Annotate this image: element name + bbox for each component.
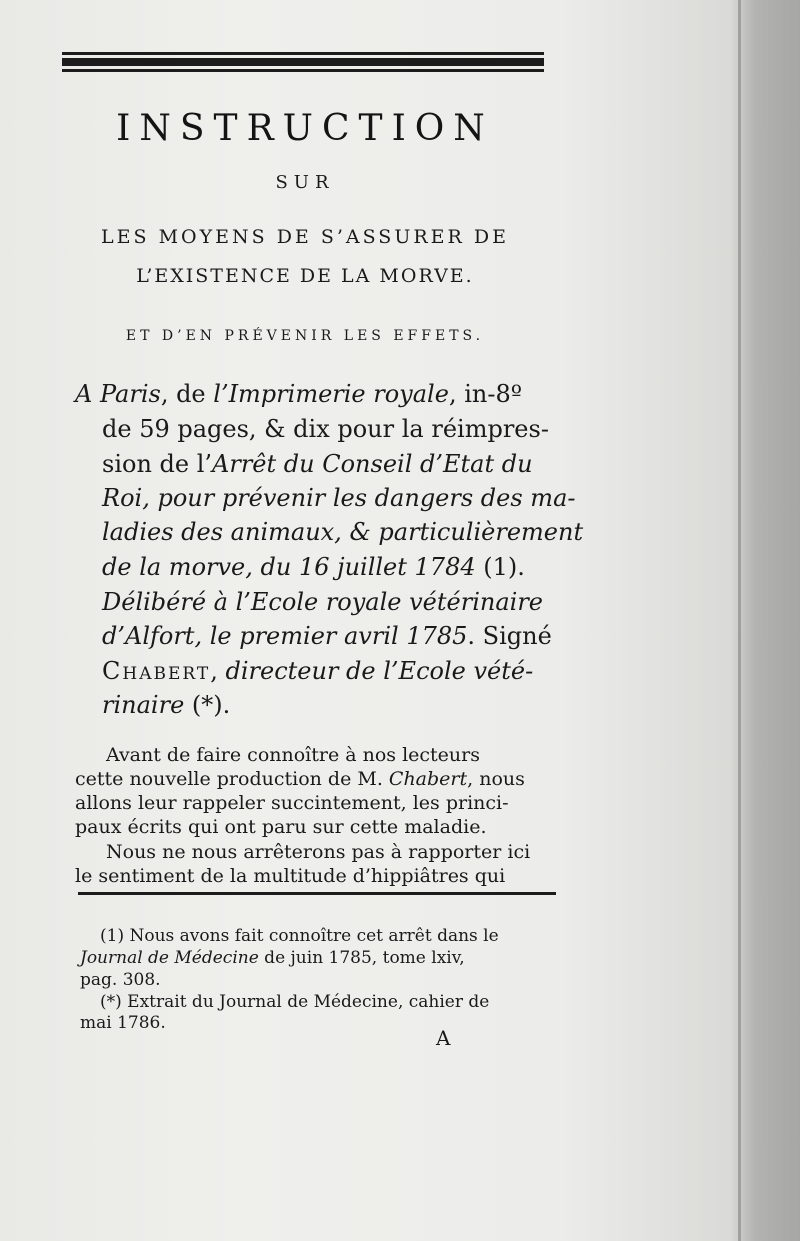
- title-line-1: LES MOYENS DE S’ASSURER DE: [101, 226, 509, 248]
- footnote-line: pag. 308.: [80, 970, 161, 990]
- footnote-separator: [78, 892, 556, 895]
- paragraph-line: Nous ne nous arrêterons pas à rapporter ici: [106, 841, 531, 863]
- description-line: de la morve, du 16 juillet 1784 (1).: [102, 553, 525, 581]
- title-main: INSTRUCTION: [116, 108, 494, 149]
- paragraph-line: le sentiment de la multitude d’hippiâtres qui: [75, 865, 506, 887]
- paragraph-line: paux écrits qui ont paru sur cette maladie.: [75, 816, 487, 838]
- description-line: d’Alfort, le premier avril 1785. Signé: [102, 622, 552, 650]
- page-fold: [738, 0, 741, 1241]
- paragraph-line: Avant de faire connoître à nos lecteurs: [106, 744, 480, 766]
- footnote-line: mai 1786.: [80, 1013, 166, 1033]
- description-line: rinaire (*).: [102, 691, 231, 719]
- ornament-rule-bottom: [62, 69, 544, 72]
- description-line: Délibéré à l’Ecole royale vétérinaire: [102, 588, 543, 616]
- footnote-line: Journal de Médecine de juin 1785, tome lxiv,: [80, 948, 465, 968]
- title-sur: SUR: [275, 172, 335, 193]
- ornament-rule-middle: [62, 58, 544, 66]
- title-line-2: L’EXISTENCE DE LA MORVE.: [136, 265, 474, 287]
- description-line: Roi, pour prévenir les dangers des ma-: [102, 484, 576, 512]
- footnote-line: (*) Extrait du Journal de Médecine, cahier de: [100, 992, 490, 1012]
- signature-mark: A: [436, 1026, 451, 1050]
- description-line: sion de l’Arrêt du Conseil d’Etat du: [102, 450, 533, 478]
- paragraph-line: cette nouvelle production de M. Chabert, nous: [75, 768, 525, 790]
- title-line-3: ET D’EN PRÉVENIR LES EFFETS.: [125, 328, 485, 344]
- paragraph-line: allons leur rappeler succintement, les princi-: [75, 792, 509, 814]
- ornament-rule-top: [62, 52, 544, 55]
- description-line: Chabert, directeur de l’Ecole vété-: [102, 657, 534, 685]
- description-line: ladies des animaux, & particulièrement: [102, 518, 584, 546]
- footnote-line: (1) Nous avons fait connoître cet arrêt dans le: [100, 926, 499, 946]
- description-line: A Paris, de l’Imprimerie royale, in-8º: [75, 380, 522, 408]
- description-line: de 59 pages, & dix pour la réimpres-: [102, 415, 549, 443]
